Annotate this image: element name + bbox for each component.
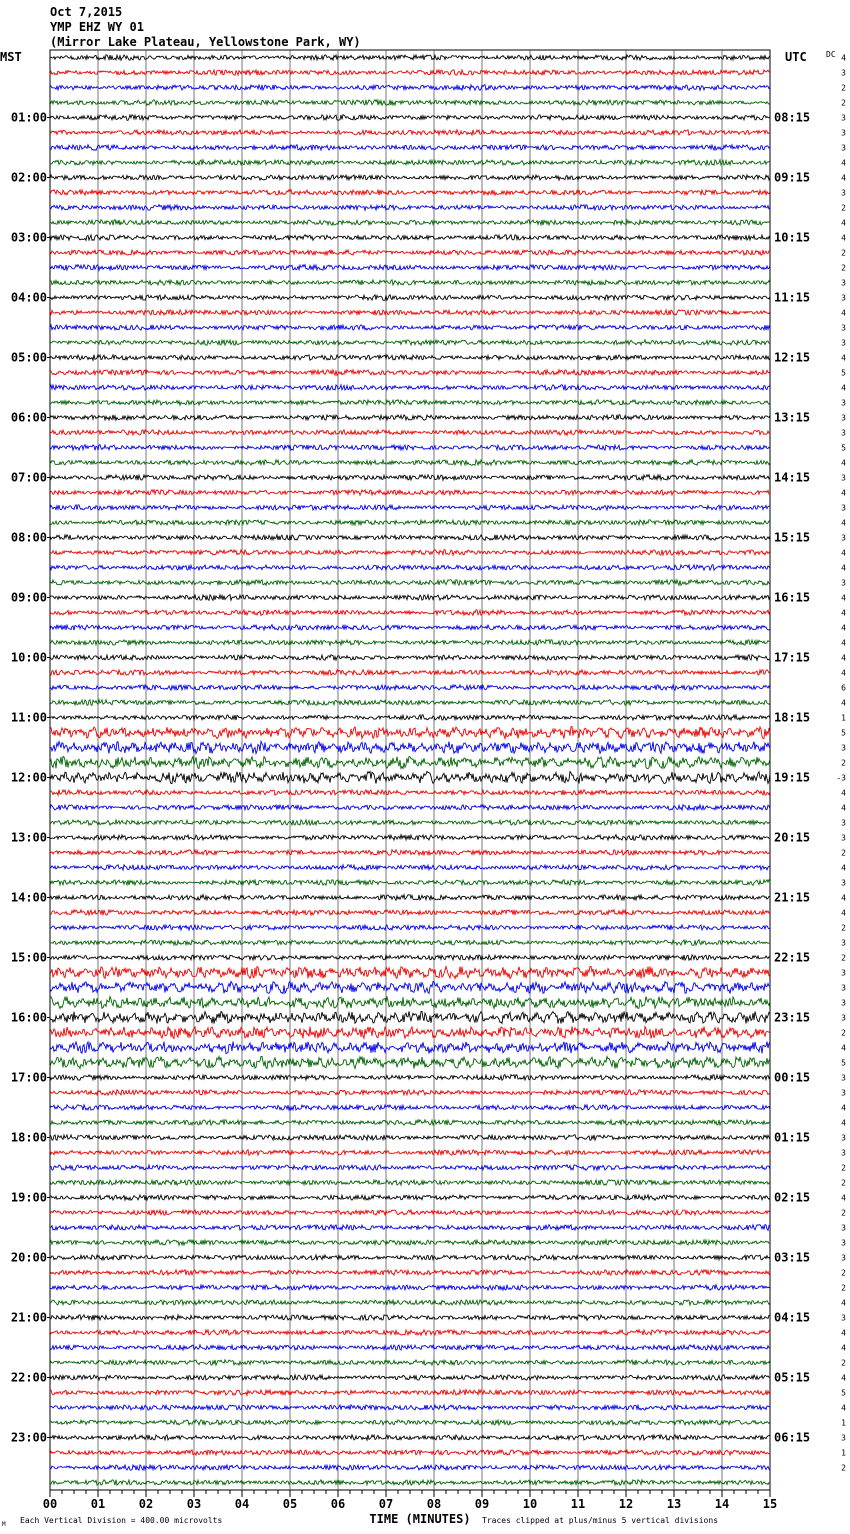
x-tick-label: 00 xyxy=(42,1497,58,1511)
seismic-trace xyxy=(50,1480,770,1486)
dc-offset-value: 3 xyxy=(841,533,846,543)
dc-offset-value: 4 xyxy=(841,488,846,498)
dc-offset-value: 2 xyxy=(841,1463,846,1473)
dc-offset-value: 4 xyxy=(841,788,846,798)
dc-offset-value: 4 xyxy=(841,608,846,618)
dc-offset-value: 3 xyxy=(841,818,846,828)
seismic-trace xyxy=(50,1165,770,1171)
right-hour-label: 18:15 xyxy=(774,710,811,725)
seismic-trace xyxy=(50,742,770,754)
right-hour-label: 09:15 xyxy=(774,170,811,185)
seismic-trace xyxy=(50,565,770,570)
dc-offset-value: 3 xyxy=(841,428,846,438)
dc-offset-value: 3 xyxy=(841,113,846,123)
x-tick-label: 04 xyxy=(234,1497,250,1511)
seismic-trace xyxy=(50,445,770,451)
dc-offset-value: 5 xyxy=(841,1388,846,1398)
dc-offset-value: 3 xyxy=(841,278,846,288)
dc-offset-value: -3 xyxy=(836,773,846,783)
seismic-trace xyxy=(50,1435,770,1440)
dc-offset-value: 3 xyxy=(841,503,846,513)
seismic-trace xyxy=(50,175,770,180)
seismic-trace xyxy=(50,1135,770,1140)
seismic-trace xyxy=(50,475,770,480)
dc-offset-value: 6 xyxy=(841,683,846,693)
x-tick-label: 02 xyxy=(138,1497,154,1511)
dc-offset-value: 3 xyxy=(841,1073,846,1083)
dc-offset-value: 2 xyxy=(841,1163,846,1173)
dc-offset-value: 3 xyxy=(841,323,846,333)
seismic-trace xyxy=(50,1390,770,1396)
seismic-trace xyxy=(50,1105,770,1111)
seismic-trace xyxy=(50,385,770,391)
dc-offset-value: 3 xyxy=(841,968,846,978)
dc-offset-value: 2 xyxy=(841,1028,846,1038)
seismic-trace xyxy=(50,1315,770,1320)
seismic-trace xyxy=(50,670,770,675)
seismic-trace xyxy=(50,1057,770,1069)
seismic-trace xyxy=(50,910,770,916)
right-hour-label: 10:15 xyxy=(774,230,811,245)
seismic-trace xyxy=(50,70,770,75)
dc-offset-value: 2 xyxy=(841,203,846,213)
dc-offset-value: 4 xyxy=(841,1403,846,1413)
dc-offset-value: 2 xyxy=(841,923,846,933)
dc-offset-value: 3 xyxy=(841,578,846,588)
dc-offset-value: 2 xyxy=(841,953,846,963)
seismic-trace xyxy=(50,130,770,135)
seismic-trace xyxy=(50,55,770,61)
clip-note: Traces clipped at plus/minus 5 vertical divisions xyxy=(482,1516,719,1525)
seismic-trace xyxy=(50,1285,770,1290)
seismic-trace xyxy=(50,1090,770,1095)
seismic-trace xyxy=(50,1150,770,1156)
x-tick-label: 01 xyxy=(90,1497,106,1511)
dc-offset-value: 2 xyxy=(841,248,846,258)
dc-offset-value: 4 xyxy=(841,308,846,318)
left-hour-label: 20:00 xyxy=(10,1250,47,1265)
left-timezone-label: MST xyxy=(0,50,22,64)
x-tick-label: 11 xyxy=(570,1497,586,1511)
right-hour-label: 17:15 xyxy=(774,650,811,665)
seismic-trace xyxy=(50,1450,770,1455)
right-hour-label: 15:15 xyxy=(774,530,811,545)
seismic-trace xyxy=(50,1180,770,1186)
dc-offset-value: 3 xyxy=(841,1253,846,1263)
left-hour-label: 21:00 xyxy=(10,1310,47,1325)
dc-offset-value: 4 xyxy=(841,173,846,183)
dc-offset-value: 4 xyxy=(841,233,846,243)
right-hour-label: 05:15 xyxy=(774,1370,811,1385)
seismic-trace xyxy=(50,340,770,345)
seismic-trace xyxy=(50,1195,770,1200)
seismic-trace xyxy=(50,100,770,106)
x-tick-label: 07 xyxy=(378,1497,394,1511)
dc-offset-value: 3 xyxy=(841,413,846,423)
seismic-trace xyxy=(50,727,770,739)
dc-offset-value: 3 xyxy=(841,938,846,948)
x-tick-label: 13 xyxy=(666,1497,682,1511)
dc-offset-value: 4 xyxy=(841,593,846,603)
seismic-trace xyxy=(50,85,770,91)
left-hour-label: 05:00 xyxy=(10,350,47,365)
dc-offset-value: 1 xyxy=(841,1418,846,1428)
seismic-trace xyxy=(50,115,770,121)
x-tick-label: 08 xyxy=(426,1497,442,1511)
x-tick-label: 06 xyxy=(330,1497,346,1511)
dc-offset-value: 3 xyxy=(841,1133,846,1143)
dc-offset-value: 4 xyxy=(841,1298,846,1308)
left-hour-label: 22:00 xyxy=(10,1370,47,1385)
dc-offset-value: 1 xyxy=(841,713,846,723)
seismic-trace xyxy=(50,757,770,769)
right-timezone-label: UTC xyxy=(785,50,807,64)
seismic-trace xyxy=(50,595,770,601)
seismic-trace xyxy=(50,1465,770,1470)
seismic-trace xyxy=(50,490,770,496)
right-hour-label: 03:15 xyxy=(774,1250,811,1265)
left-hour-label: 01:00 xyxy=(10,110,47,125)
dc-offset-value: 3 xyxy=(841,998,846,1008)
x-tick-label: 14 xyxy=(714,1497,730,1511)
dc-offset-value: 3 xyxy=(841,1013,846,1023)
left-hour-label: 02:00 xyxy=(10,170,47,185)
seismic-trace xyxy=(50,835,770,841)
right-hour-label: 20:15 xyxy=(774,830,811,845)
seismic-trace xyxy=(50,160,770,165)
seismic-trace xyxy=(50,535,770,541)
dc-offset-value: 3 xyxy=(841,473,846,483)
x-tick-label: 05 xyxy=(282,1497,298,1511)
left-hour-label: 19:00 xyxy=(10,1190,47,1205)
seismic-trace xyxy=(50,655,770,661)
seismic-trace xyxy=(50,355,770,361)
dc-offset-value: 4 xyxy=(841,803,846,813)
seismic-trace xyxy=(50,880,770,886)
left-hour-label: 17:00 xyxy=(10,1070,47,1085)
seismic-trace xyxy=(50,1012,770,1024)
dc-offset-value: 3 xyxy=(841,398,846,408)
dc-offset-value: 3 xyxy=(841,188,846,198)
right-hour-label: 22:15 xyxy=(774,950,811,965)
x-tick-label: 15 xyxy=(762,1497,778,1511)
right-hour-label: 01:15 xyxy=(774,1130,811,1145)
station-code: YMP EHZ WY 01 xyxy=(50,20,144,34)
left-hour-label: 10:00 xyxy=(10,650,47,665)
seismic-trace xyxy=(50,772,770,784)
seismic-trace xyxy=(50,265,770,271)
seismic-trace xyxy=(50,700,770,706)
seismic-trace xyxy=(50,580,770,586)
seismic-trace xyxy=(50,805,770,811)
left-hour-label: 14:00 xyxy=(10,890,47,905)
dc-offset-value: 2 xyxy=(841,98,846,108)
right-hour-label: 21:15 xyxy=(774,890,811,905)
seismic-trace xyxy=(50,1225,770,1231)
seismic-trace xyxy=(50,1360,770,1365)
x-tick-label: 09 xyxy=(474,1497,490,1511)
dc-offset-value: 5 xyxy=(841,1058,846,1068)
dc-offset-value: 3 xyxy=(841,1433,846,1443)
seismic-trace xyxy=(50,430,770,435)
seismic-trace xyxy=(50,925,770,930)
dc-offset-value: 3 xyxy=(841,878,846,888)
seismic-trace xyxy=(50,715,770,720)
seismic-trace xyxy=(50,250,770,255)
dc-offset-value: 2 xyxy=(841,1268,846,1278)
x-axis-label: TIME (MINUTES) xyxy=(369,1512,471,1526)
seismic-trace xyxy=(50,865,770,870)
dc-offset-value: 4 xyxy=(841,623,846,633)
dc-offset-value: 3 xyxy=(841,293,846,303)
right-hour-label: 11:15 xyxy=(774,290,811,305)
scale-note: Each Vertical Division = 400.00 microvolts xyxy=(20,1516,223,1525)
right-hour-label: 13:15 xyxy=(774,410,811,425)
right-hour-label: 23:15 xyxy=(774,1010,811,1025)
seismic-trace xyxy=(50,982,770,994)
dc-offset-value: 4 xyxy=(841,1043,846,1053)
dc-offset-value: 3 xyxy=(841,1223,846,1233)
seismic-trace xyxy=(50,370,770,376)
dc-offset-value: 1 xyxy=(841,1448,846,1458)
seismic-trace xyxy=(50,1255,770,1260)
dc-offset-value: 4 xyxy=(841,563,846,573)
dc-offset-value: 3 xyxy=(841,128,846,138)
seismic-trace xyxy=(50,1375,770,1381)
seismic-trace xyxy=(50,997,770,1009)
x-tick-label: 03 xyxy=(186,1497,202,1511)
left-hour-label: 18:00 xyxy=(10,1130,47,1145)
seismic-trace xyxy=(50,280,770,285)
seismic-trace xyxy=(50,685,770,690)
seismic-trace xyxy=(50,850,770,856)
seismic-trace xyxy=(50,1270,770,1276)
seismic-trace xyxy=(50,505,770,510)
seismic-trace xyxy=(50,955,770,960)
right-hour-label: 08:15 xyxy=(774,110,811,125)
seismic-trace xyxy=(50,790,770,796)
left-hour-label: 09:00 xyxy=(10,590,47,605)
seismic-trace xyxy=(50,1420,770,1425)
dc-offset-value: 3 xyxy=(841,1148,846,1158)
dc-offset-value: 2 xyxy=(841,1208,846,1218)
seismic-trace xyxy=(50,550,770,556)
left-hour-label: 12:00 xyxy=(10,770,47,785)
dc-offset-value: 3 xyxy=(841,68,846,78)
seismic-trace xyxy=(50,1330,770,1336)
seismic-trace xyxy=(50,520,770,525)
dc-offset-value: 2 xyxy=(841,758,846,768)
dc-offset-value: 2 xyxy=(841,1178,846,1188)
dc-offset-value: 4 xyxy=(841,893,846,903)
seismic-trace xyxy=(50,310,770,315)
seismic-trace xyxy=(50,1345,770,1350)
seismic-trace xyxy=(50,820,770,825)
seismic-trace xyxy=(50,625,770,630)
seismic-trace xyxy=(50,895,770,901)
seismic-trace xyxy=(50,1405,770,1410)
seismic-trace xyxy=(50,415,770,421)
dc-label: DC xyxy=(826,50,836,59)
left-hour-label: 06:00 xyxy=(10,410,47,425)
dc-offset-value: 4 xyxy=(841,548,846,558)
dc-offset-value: 4 xyxy=(841,1103,846,1113)
left-hour-label: 04:00 xyxy=(10,290,47,305)
right-hour-label: 04:15 xyxy=(774,1310,811,1325)
seismic-trace xyxy=(50,1240,770,1246)
dc-offset-value: 5 xyxy=(841,443,846,453)
dc-offset-value: 4 xyxy=(841,458,846,468)
left-hour-label: 08:00 xyxy=(10,530,47,545)
dc-offset-value: 3 xyxy=(841,1238,846,1248)
seismic-trace xyxy=(50,640,770,646)
seismic-trace xyxy=(50,460,770,466)
dc-offset-value: 4 xyxy=(841,53,846,63)
dc-offset-value: 2 xyxy=(841,1283,846,1293)
seismic-trace xyxy=(50,1075,770,1081)
seismic-trace xyxy=(50,610,770,616)
dc-offset-value: 3 xyxy=(841,743,846,753)
dc-offset-value: 4 xyxy=(841,638,846,648)
corner-mark: M xyxy=(2,1521,6,1528)
left-hour-label: 16:00 xyxy=(10,1010,47,1025)
dc-offset-value: 4 xyxy=(841,518,846,528)
seismic-trace xyxy=(50,145,770,151)
right-hour-label: 16:15 xyxy=(774,590,811,605)
dc-offset-value: 5 xyxy=(841,368,846,378)
right-hour-label: 12:15 xyxy=(774,350,811,365)
seismic-trace xyxy=(50,967,770,979)
left-hour-label: 15:00 xyxy=(10,950,47,965)
right-hour-label: 19:15 xyxy=(774,770,811,785)
seismic-trace xyxy=(50,295,770,301)
seismic-trace xyxy=(50,400,770,406)
seismic-trace xyxy=(50,220,770,226)
right-hour-label: 14:15 xyxy=(774,470,811,485)
seismic-trace xyxy=(50,1027,770,1039)
seismic-trace xyxy=(50,325,770,330)
left-hour-label: 03:00 xyxy=(10,230,47,245)
left-hour-label: 23:00 xyxy=(10,1430,47,1445)
seismic-trace xyxy=(50,205,770,211)
seismic-trace xyxy=(50,1210,770,1215)
seismic-trace xyxy=(50,1042,770,1054)
chart-date: Oct 7,2015 xyxy=(50,5,123,19)
dc-offset-value: 3 xyxy=(841,1313,846,1323)
right-hour-label: 00:15 xyxy=(774,1070,811,1085)
dc-offset-value: 3 xyxy=(841,983,846,993)
dc-offset-value: 4 xyxy=(841,218,846,228)
dc-offset-value: 3 xyxy=(841,833,846,843)
right-hour-label: 02:15 xyxy=(774,1190,811,1205)
seismic-trace xyxy=(50,1120,770,1125)
dc-offset-value: 4 xyxy=(841,908,846,918)
dc-offset-value: 4 xyxy=(841,1328,846,1338)
x-tick-label: 12 xyxy=(618,1497,634,1511)
dc-offset-value: 5 xyxy=(841,728,846,738)
dc-offset-value: 4 xyxy=(841,698,846,708)
x-tick-label: 10 xyxy=(522,1497,538,1511)
dc-offset-value: 4 xyxy=(841,1193,846,1203)
seismic-trace xyxy=(50,1300,770,1305)
dc-offset-value: 2 xyxy=(841,848,846,858)
left-hour-label: 07:00 xyxy=(10,470,47,485)
dc-offset-value: 4 xyxy=(841,353,846,363)
seismic-trace xyxy=(50,235,770,241)
dc-offset-value: 4 xyxy=(841,863,846,873)
left-hour-label: 13:00 xyxy=(10,830,47,845)
dc-offset-value: 4 xyxy=(841,1343,846,1353)
dc-offset-value: 4 xyxy=(841,653,846,663)
dc-offset-value: 4 xyxy=(841,668,846,678)
left-hour-label: 11:00 xyxy=(10,710,47,725)
dc-offset-value: 4 xyxy=(841,1118,846,1128)
dc-offset-value: 3 xyxy=(841,1088,846,1098)
dc-offset-value: 2 xyxy=(841,1358,846,1368)
dc-offset-value: 3 xyxy=(841,143,846,153)
dc-offset-value: 2 xyxy=(841,83,846,93)
dc-offset-value: 4 xyxy=(841,158,846,168)
seismic-trace xyxy=(50,190,770,195)
right-hour-label: 06:15 xyxy=(774,1430,811,1445)
dc-offset-value: 3 xyxy=(841,338,846,348)
dc-offset-value: 4 xyxy=(841,1373,846,1383)
dc-offset-value: 4 xyxy=(841,383,846,393)
seismic-trace xyxy=(50,940,770,946)
dc-offset-value: 2 xyxy=(841,263,846,273)
station-location: (Mirror Lake Plateau, Yellowstone Park, WY) xyxy=(50,35,361,49)
